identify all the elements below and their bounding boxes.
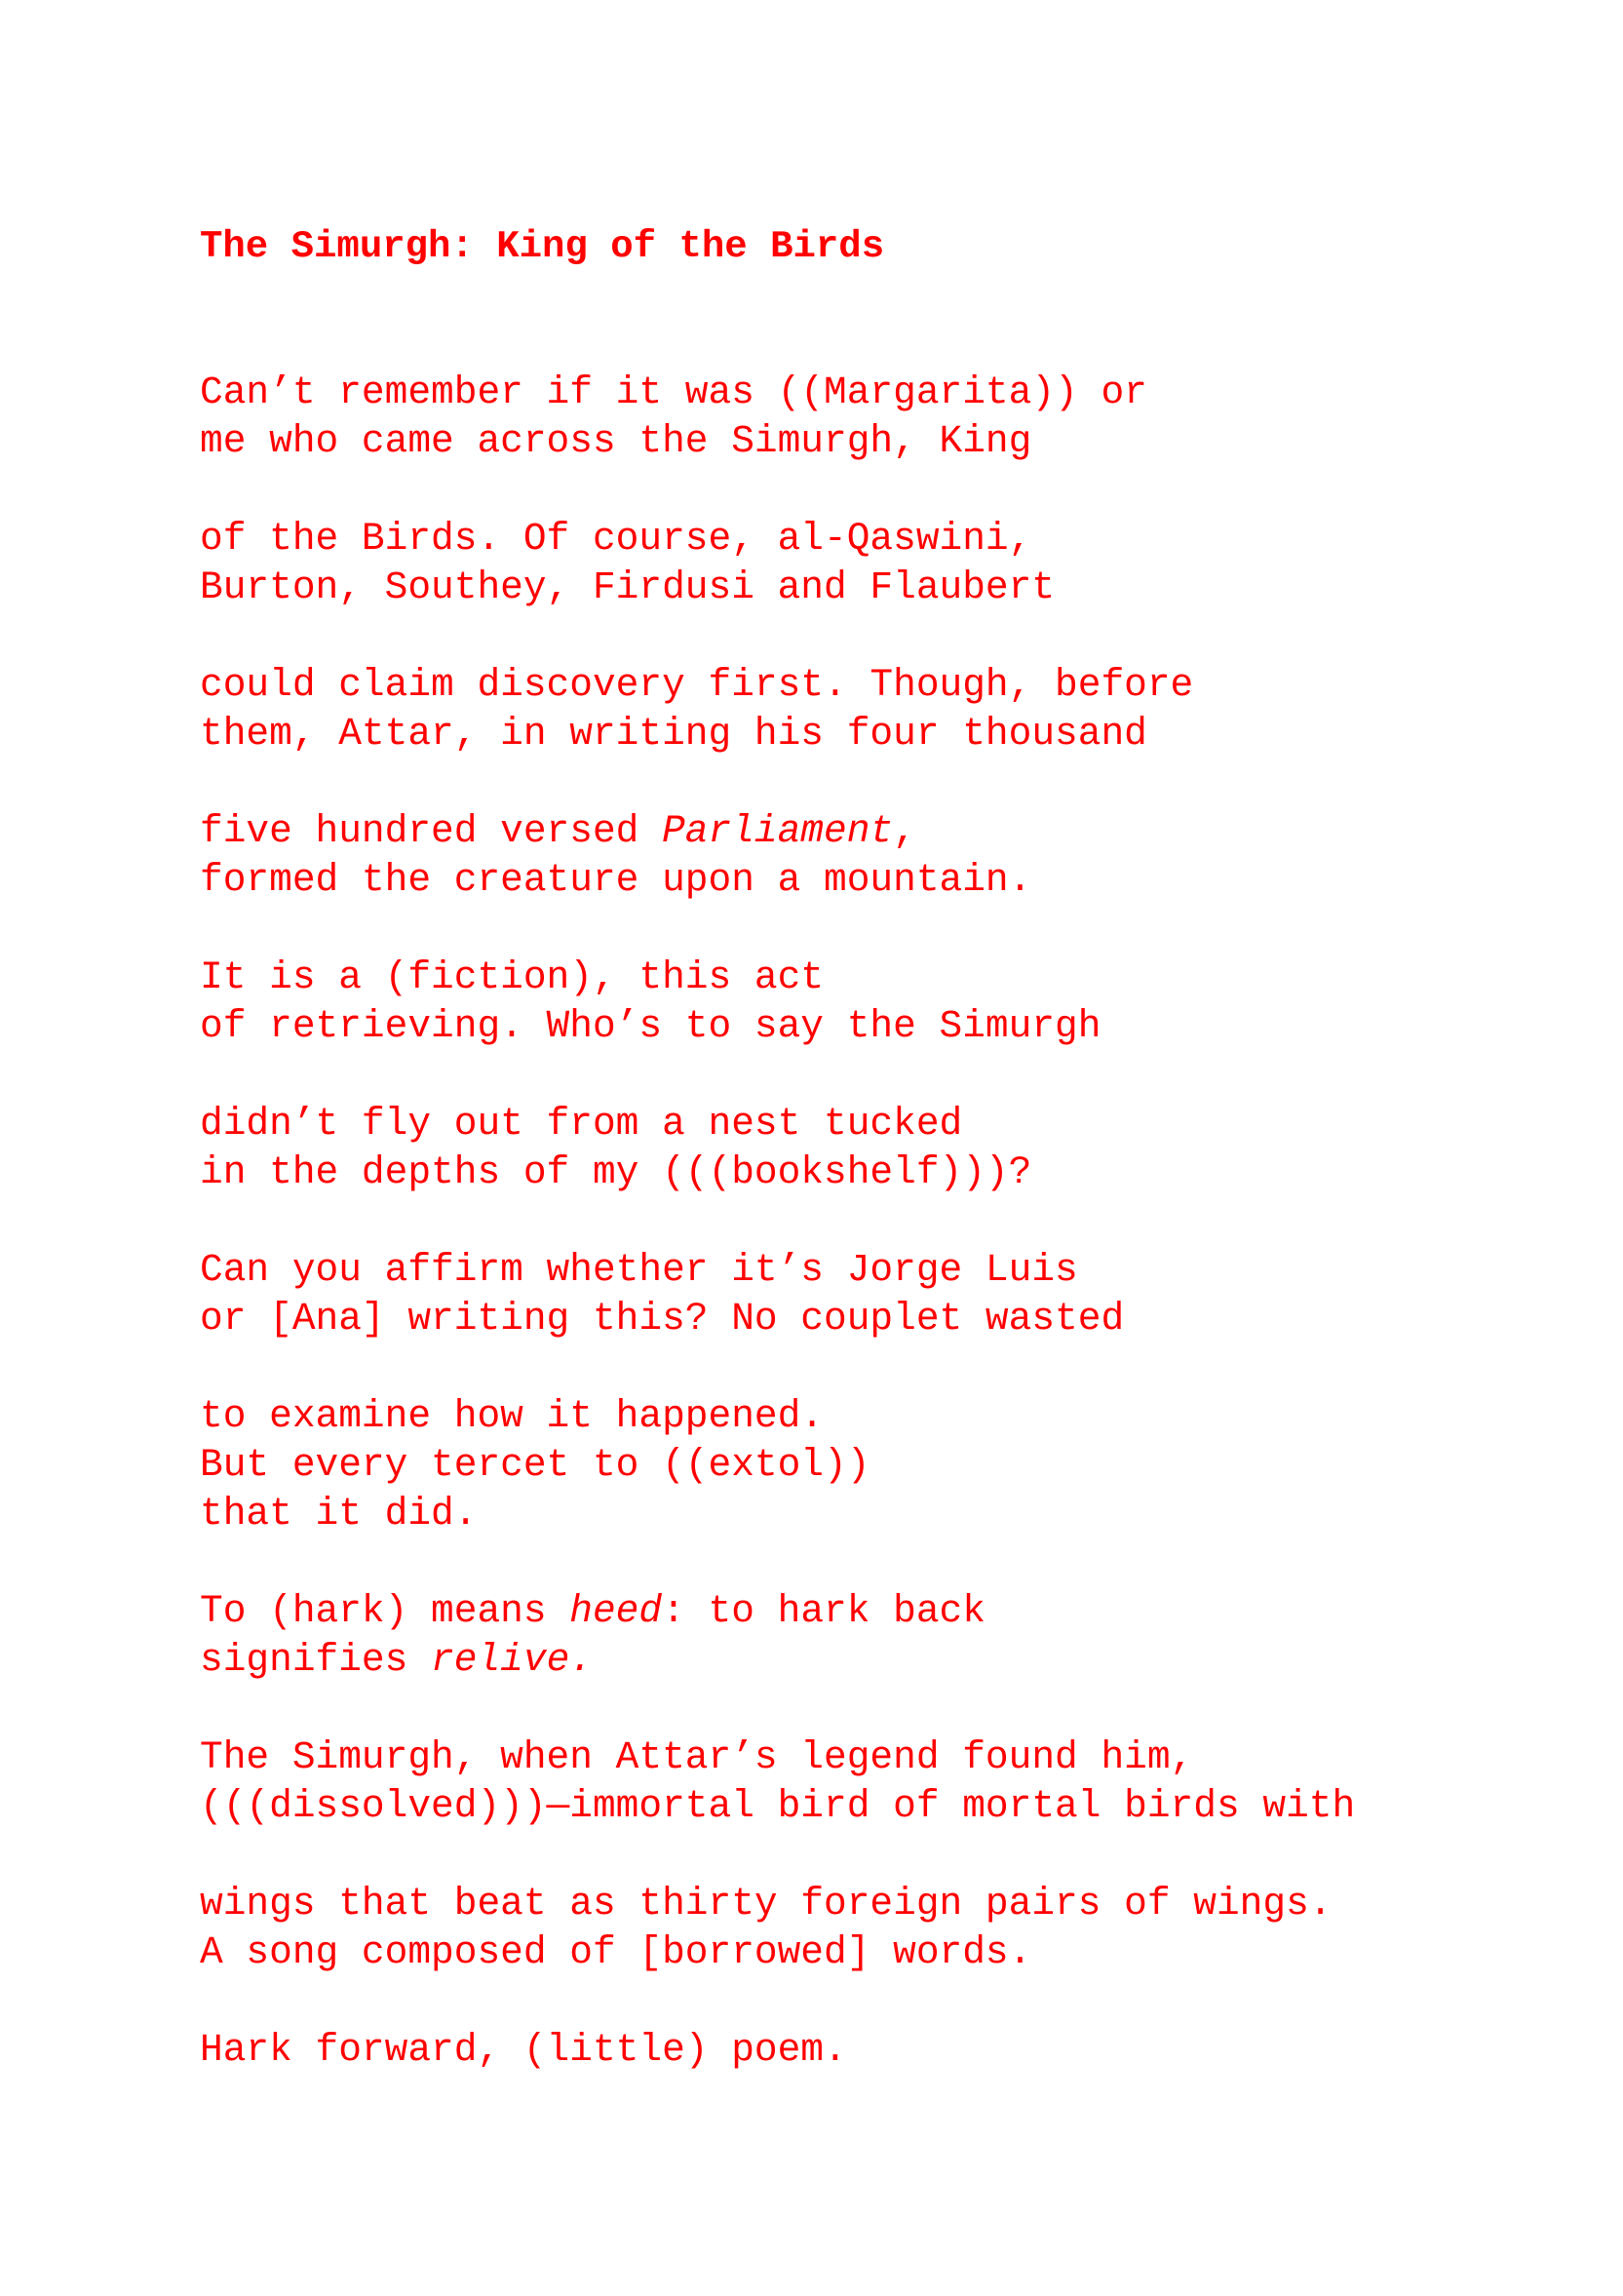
poem-line [200,369,1147,417]
line-text: It is a (fiction), this act [200,955,825,999]
poem-line [200,1928,1031,1977]
line-text: , [893,809,916,853]
poem-line [200,807,916,856]
line-text: To (hark) means [200,1589,570,1633]
poem-line [200,1587,985,1636]
poem-line [200,1733,1193,1782]
line-text: didn’t fly out from a nest tucked [200,1102,963,1146]
line-text: or [Ana] writing this? No couplet wasted [200,1297,1125,1341]
poem-line [200,661,1193,710]
line-text: The Simurgh, when Attar’s legend found him, [200,1735,1194,1779]
line-text: that it did. [200,1492,478,1536]
line-text: me who came across the Simurgh, King [200,419,1032,463]
line-text: five hundred versed [200,809,663,853]
line-text: Can’t remember if it was ((Margarita)) or [200,370,1147,414]
line-text: But every tercet to ((extol)) [200,1443,870,1487]
poem-line [200,953,824,1002]
italic-title-parliament: Parliament [662,809,894,853]
poem-line [200,1002,1101,1051]
line-text: : to hark back [662,1589,985,1633]
poem-line [200,1100,962,1148]
line-text: signifies [200,1638,432,1682]
line-text: Hark forward, (little) poem. [200,2028,847,2072]
line-text: Burton, Southey, Firdusi and Flaubert [200,565,1056,609]
poem-line [200,564,1055,612]
line-text: them, Attar, in writing his four thousand [200,712,1147,756]
line-text: (((dissolved)))—immortal bird of mortal birds with [200,1784,1356,1828]
poem-line [200,1782,1355,1831]
poem-title: The Simurgh: King of the Birds [200,225,885,268]
line-text: of retrieving. Who’s to say the Simurgh [200,1004,1101,1048]
poem-line [200,1246,1078,1295]
poem-line [200,1441,869,1490]
line-text: to examine how it happened. [200,1394,825,1438]
line-text: of the Birds. Of course, al-Qaswini, [200,517,1032,561]
poem-line [200,2026,847,2075]
poem-line [200,1148,1031,1197]
poem-line [200,856,1031,905]
line-text: wings that beat as thirty foreign pairs of wings. [200,1882,1333,1926]
poem-line [200,417,1031,466]
line-text: A song composed of [borrowed] words. [200,1930,1032,1974]
line-text: in the depths of my (((bookshelf)))? [200,1150,1032,1194]
line-text: could claim discovery first. Though, before [200,663,1194,707]
poem-line [200,1880,1333,1928]
poem-line [200,515,1031,564]
line-text: Can you affirm whether it’s Jorge Luis [200,1248,1078,1292]
italic-word-relive: relive. [431,1638,593,1682]
poem-line [200,1490,477,1538]
poem-line [200,1295,1124,1343]
italic-word-heed: heed [569,1589,663,1633]
poem-line [200,1392,824,1441]
line-text: formed the creature upon a mountain. [200,858,1032,902]
poem-line [200,1636,593,1685]
poem-line [200,710,1147,759]
